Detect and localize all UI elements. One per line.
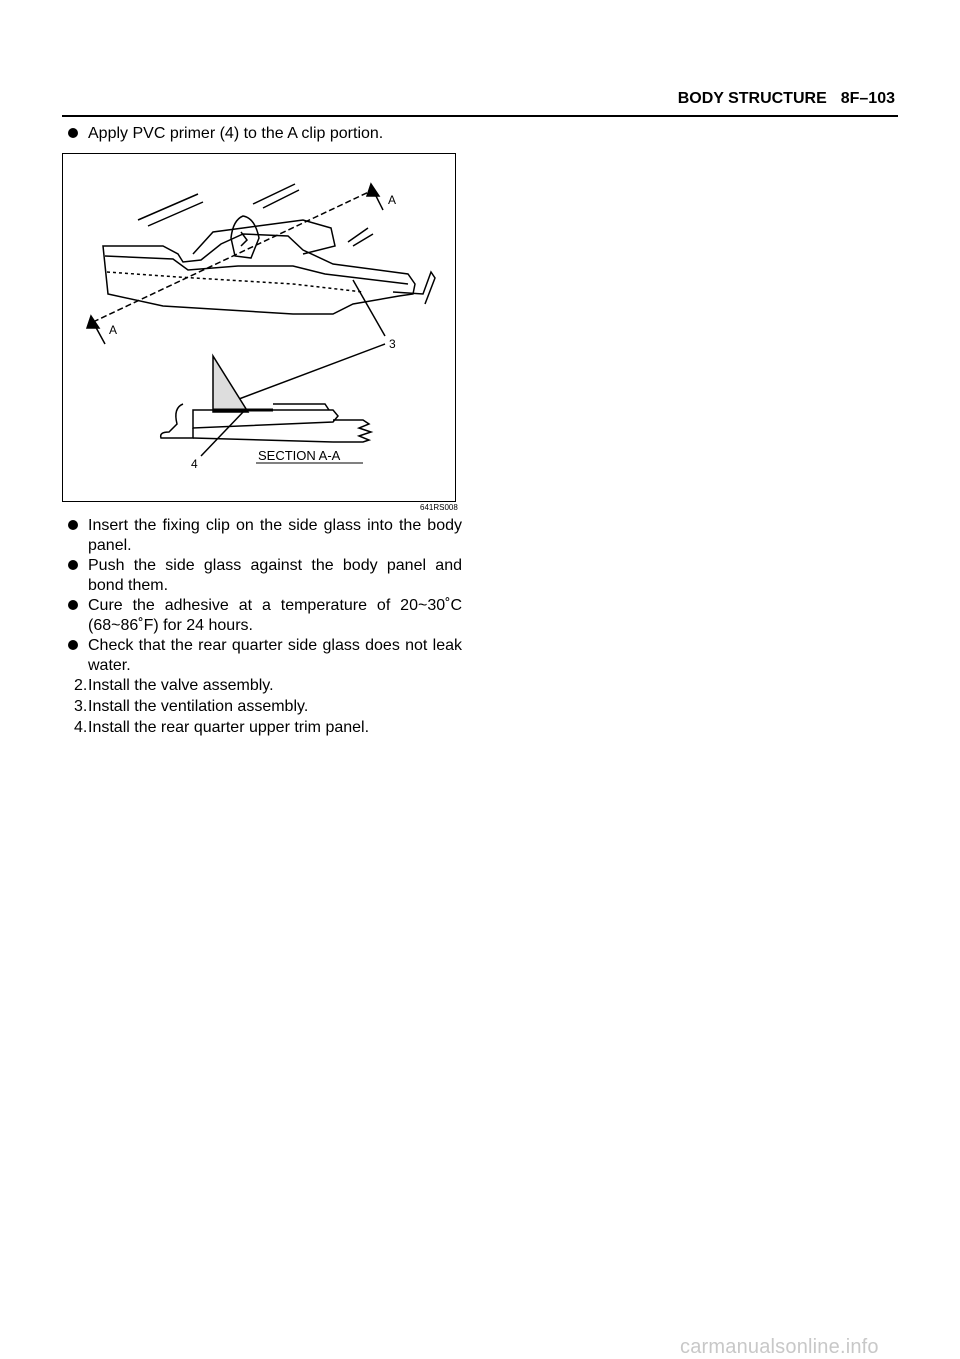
step-text: Install the ventilation assembly.: [88, 698, 309, 715]
bullet-item: [68, 124, 462, 144]
bullet-item: [68, 636, 462, 676]
watermark: carmanualsonline.info: [680, 1336, 879, 1358]
step-text: Install the valve assembly.: [88, 677, 274, 694]
header-rule: [62, 115, 898, 117]
bullet-text: Apply PVC primer (4) to the A clip portion.: [88, 125, 384, 142]
callout-4: 4: [191, 457, 198, 471]
bullet-item: [68, 556, 462, 596]
step-number: 4.: [74, 719, 88, 736]
label-a-top: A: [388, 193, 397, 207]
bullet-icon: [68, 556, 88, 596]
step-item: [74, 697, 464, 717]
illustration-frame: [62, 153, 456, 502]
bullet-item: [68, 596, 462, 636]
section-title: BODY STRUCTURE: [677, 90, 827, 107]
step-number: 3.: [74, 698, 88, 715]
bullet-icon: [68, 636, 88, 676]
bullet-icon: [68, 596, 88, 636]
bullet-text: Push the side glass against the body panel and bond them.: [88, 557, 462, 594]
figure-code: 641RS008: [420, 503, 458, 512]
label-a-bottom: A: [109, 323, 118, 337]
bullet-text: Cure the adhesive at a temperature of 20~30˚C (68~86˚F) for 24 hours.: [88, 597, 462, 634]
bullet-text: Check that the rear quarter side glass does not leak water.: [88, 637, 462, 674]
step-text: Install the rear quarter upper trim panel.: [88, 719, 370, 736]
step-item: [74, 718, 464, 738]
page-number: 8F–103: [840, 90, 895, 107]
step-number: 2.: [74, 677, 88, 694]
step-item: [74, 676, 464, 696]
bullet-icon: [68, 124, 88, 144]
clip-illustration: [63, 154, 455, 501]
bullet-icon: [68, 516, 88, 556]
bullet-item: [68, 516, 462, 556]
callout-3: 3: [389, 337, 396, 351]
section-label: SECTION A-A: [258, 448, 341, 463]
page-header: [640, 90, 895, 108]
bullet-text: Insert the fixing clip on the side glass into the body panel.: [88, 517, 462, 554]
